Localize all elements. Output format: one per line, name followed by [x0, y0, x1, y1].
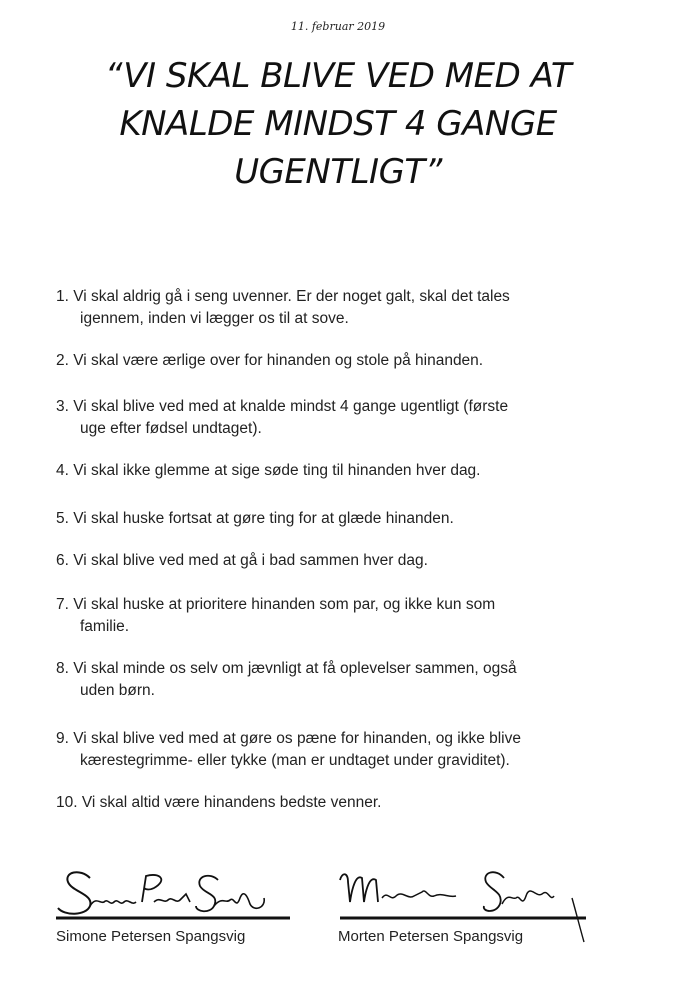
document-date: 11. februar 2019 [290, 20, 386, 33]
vow-text: 8. Vi skal minde os selv om jævnligt at få oplevelser sammen, også [56, 660, 517, 677]
signature-name-simone: Simone Petersen Spangsvig [56, 928, 246, 945]
vow-item-3 [50, 396, 650, 440]
vow-item-8 [50, 658, 650, 702]
vow-text: 4. Vi skal ikke glemme at sige søde ting til hinanden hver dag. [56, 462, 481, 479]
vow-item-5 [50, 508, 650, 530]
vow-text-continued: kærestegrimme- eller tykke (man er undtaget under graviditet). [80, 752, 510, 769]
vow-item-9 [50, 728, 650, 772]
title-line-3: UGENTLIGT” [234, 152, 442, 192]
title-line-2: KNALDE MINDST 4 GANGE [119, 104, 557, 144]
vow-text: 6. Vi skal blive ved med at gå i bad sammen hver dag. [56, 552, 428, 569]
handwritten-signature-simone [50, 858, 300, 928]
signature-area [0, 858, 676, 958]
vow-item-6 [50, 550, 650, 572]
vow-item-2 [50, 350, 650, 372]
signature-name-morten: Morten Petersen Spangsvig [338, 928, 524, 945]
vow-text: 10. Vi skal altid være hinandens bedste venner. [56, 794, 382, 811]
vow-text: 2. Vi skal være ærlige over for hinanden og stole på hinanden. [56, 352, 484, 369]
signature-block-morten [336, 858, 596, 958]
vow-text: 9. Vi skal blive ved med at gøre os pæne for hinanden, og ikke blive [56, 730, 521, 747]
signature-block-simone [50, 858, 300, 958]
vow-text-continued: uge efter fødsel undtaget). [80, 420, 262, 437]
vow-item-1 [50, 286, 650, 330]
vow-text: 1. Vi skal aldrig gå i seng uvenner. Er der noget galt, skal det tales [56, 288, 510, 305]
vow-text-continued: uden børn. [80, 682, 155, 699]
document-title [40, 52, 636, 196]
vow-text: 5. Vi skal huske fortsat at gøre ting for at glæde hinanden. [56, 510, 454, 527]
vow-item-4 [50, 460, 650, 482]
vow-text: 7. Vi skal huske at prioritere hinanden som par, og ikke kun som [56, 596, 496, 613]
vow-item-10 [50, 792, 650, 814]
vow-text-continued: igennem, inden vi lægger os til at sove. [80, 310, 349, 327]
title-line-1: “VI SKAL BLIVE VED MED AT [104, 56, 572, 96]
vow-text: 3. Vi skal blive ved med at knalde mindst 4 gange ugentligt (første [56, 398, 509, 415]
vow-item-7 [50, 594, 650, 638]
vow-text-continued: familie. [80, 618, 130, 635]
